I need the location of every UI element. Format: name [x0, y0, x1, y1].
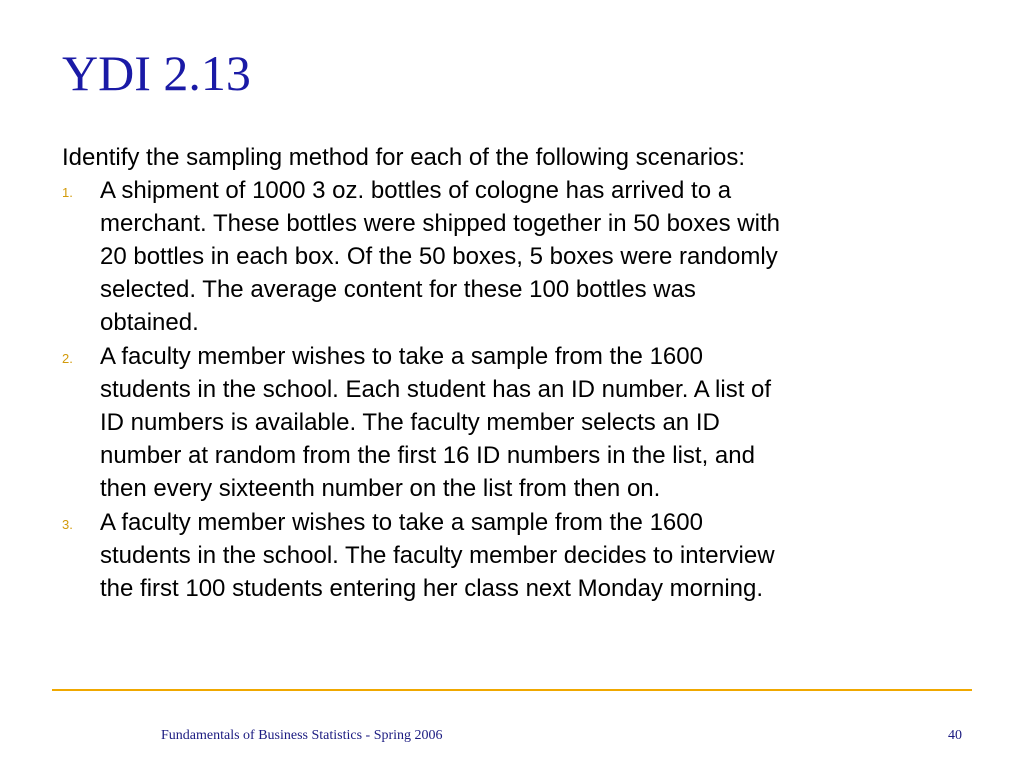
list-item [62, 340, 962, 505]
text-line: A shipment of 1000 3 oz. bottles of cologne has arrived to a [100, 177, 732, 204]
text-line: 20 bottles in each box. Of the 50 boxes, 5 boxes were randomly [100, 243, 778, 270]
footer-divider [52, 689, 972, 691]
list-item [62, 174, 962, 339]
text-line: then every sixteenth number on the list from then on. [100, 475, 661, 502]
slide-title: YDI 2.13 [62, 45, 251, 101]
slide-body [62, 141, 962, 605]
text-line: merchant. These bottles were shipped together in 50 boxes with [100, 210, 780, 237]
text-line: A faculty member wishes to take a sample from the 1600 [100, 509, 703, 536]
text-line: selected. The average content for these 100 bottles was [100, 276, 696, 303]
text-line: students in the school. The faculty member decides to interview [100, 542, 775, 569]
list-number: 3. [62, 517, 73, 532]
scenario-list [62, 174, 962, 605]
text-line: obtained. [100, 309, 199, 336]
text-line: number at random from the first 16 ID numbers in the list, and [100, 442, 755, 469]
list-number: 2. [62, 351, 73, 366]
text-line: A faculty member wishes to take a sample from the 1600 [100, 343, 703, 370]
list-number: 1. [62, 185, 73, 200]
text-line: students in the school. Each student has an ID number. A list of [100, 376, 772, 403]
list-item-text [100, 340, 962, 505]
list-item [62, 506, 962, 605]
text-line: the first 100 students entering her class next Monday morning. [100, 575, 764, 602]
footer-text: Fundamentals of Business Statistics - Spring 2006 [161, 728, 443, 743]
list-item-text [100, 174, 962, 339]
page-number: 40 [948, 728, 962, 743]
intro-text: Identify the sampling method for each of the following scenarios: [62, 144, 746, 171]
text-line: ID numbers is available. The faculty member selects an ID [100, 409, 720, 436]
list-item-text [100, 506, 962, 605]
